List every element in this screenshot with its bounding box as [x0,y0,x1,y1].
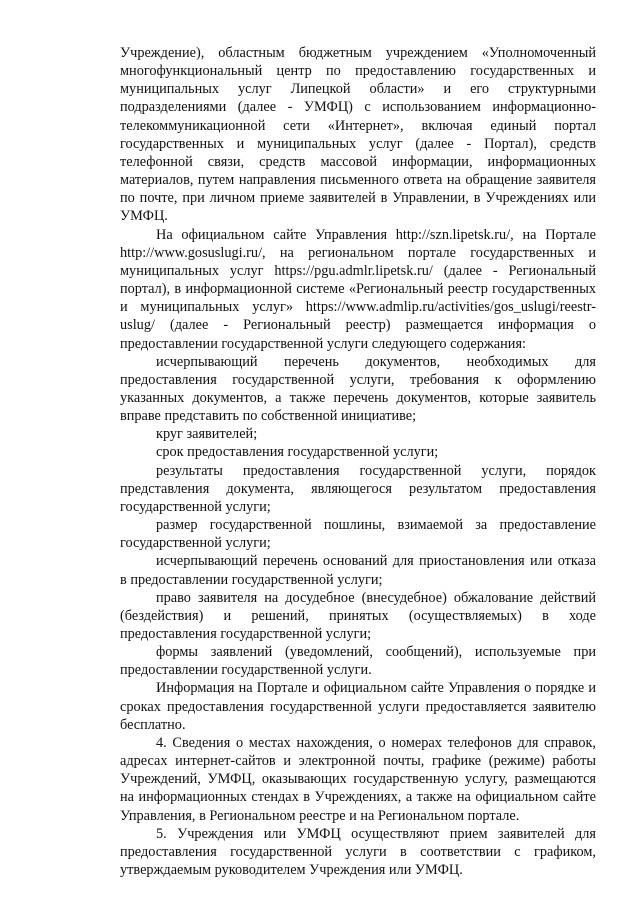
paragraph-free-information: Информация на Портале и официальном сайте Управления о порядке и сроках предоставления государственной услуги предоставляется заявителю бесплатно. [120,680,596,733]
document-body [120,44,596,879]
list-item-appeal-right: право заявителя на досудебное (внесудебное) обжалование действий (бездействия) и решений, принятых (осуществляемых) в ходе предоставления государственной услуги; [120,589,596,642]
list-item-forms: формы заявлений (уведомлений, сообщений), используемые при предоставлении государственной услуги. [120,644,596,679]
list-item-grounds: исчерпывающий перечень оснований для приостановления или отказа в предоставлении государственной услуги; [120,553,596,588]
list-item-applicants: круг заявителей; [156,426,258,443]
list-item-documents: исчерпывающий перечень документов, необходимых для предоставления государственной услуги, требования к оформлению указанных документов, а также перечень документов, которые заявитель вправе представить по собственной инициативе; [120,353,596,425]
list-item-term: срок предоставления государственной услуги; [156,444,439,461]
list-item-results: результаты предоставления государственной услуги, порядок представления документа, являющегося результатом предоставления государственной услуги; [120,462,596,515]
list-item-duty: размер государственной пошлины, взимаемой за предоставление государственной услуги; [120,517,596,552]
paragraph-section-4: 4. Сведения о местах нахождения, о номерах телефонов для справок, адресах интернет-сайтов и электронной почты, графике (режиме) работы Учреждений, УМФЦ, оказывающих государственную услугу, размещаются на информационных стендах в Учреждениях, а также на официальном сайте Управления, в Региональном реестре и на Региональном портале. [120,734,596,824]
paragraph-continuation: Учреждение), областным бюджетным учреждением «Уполномоченный многофункциональный центр по предоставлению государственных и муниципальных услуг Липецкой области» и его структурными подразделениями (далее - УМФЦ) с использованием информационно-телекоммуникационной сети «Интернет», включая единый портал государственных и муниципальных услуг (далее - Портал), средств телефонной связи, средств массовой информации, информационных материалов, путем направления письменного ответа на обращение заявителя по почте, при личном приеме заявителей в Управлении, в Учреждениях или УМФЦ. [120,45,596,225]
paragraph-official-sites: На официальном сайте Управления http://szn.lipetsk.ru/, на Портале http://www.gosuslugi.ru/, на региональном портале государственных и муниципальных услуг https://pgu.admlr.lipetsk.ru/ (далее - Региональный портал), в информационной системе «Региональный реестр государственных и муниципальных услуг» https://www.admlip.ru/activities/gos_uslugi/reestr-uslug/ (далее - Региональный реестр) размещается информация о предоставлении государственной услуги следующего содержания: [120,226,596,352]
paragraph-section-5: 5. Учреждения или УМФЦ осуществляют прием заявителей для предоставления государственной услуги в соответствии с графиком, утверждаемым руководителем Учреждения или УМФЦ. [120,825,596,879]
